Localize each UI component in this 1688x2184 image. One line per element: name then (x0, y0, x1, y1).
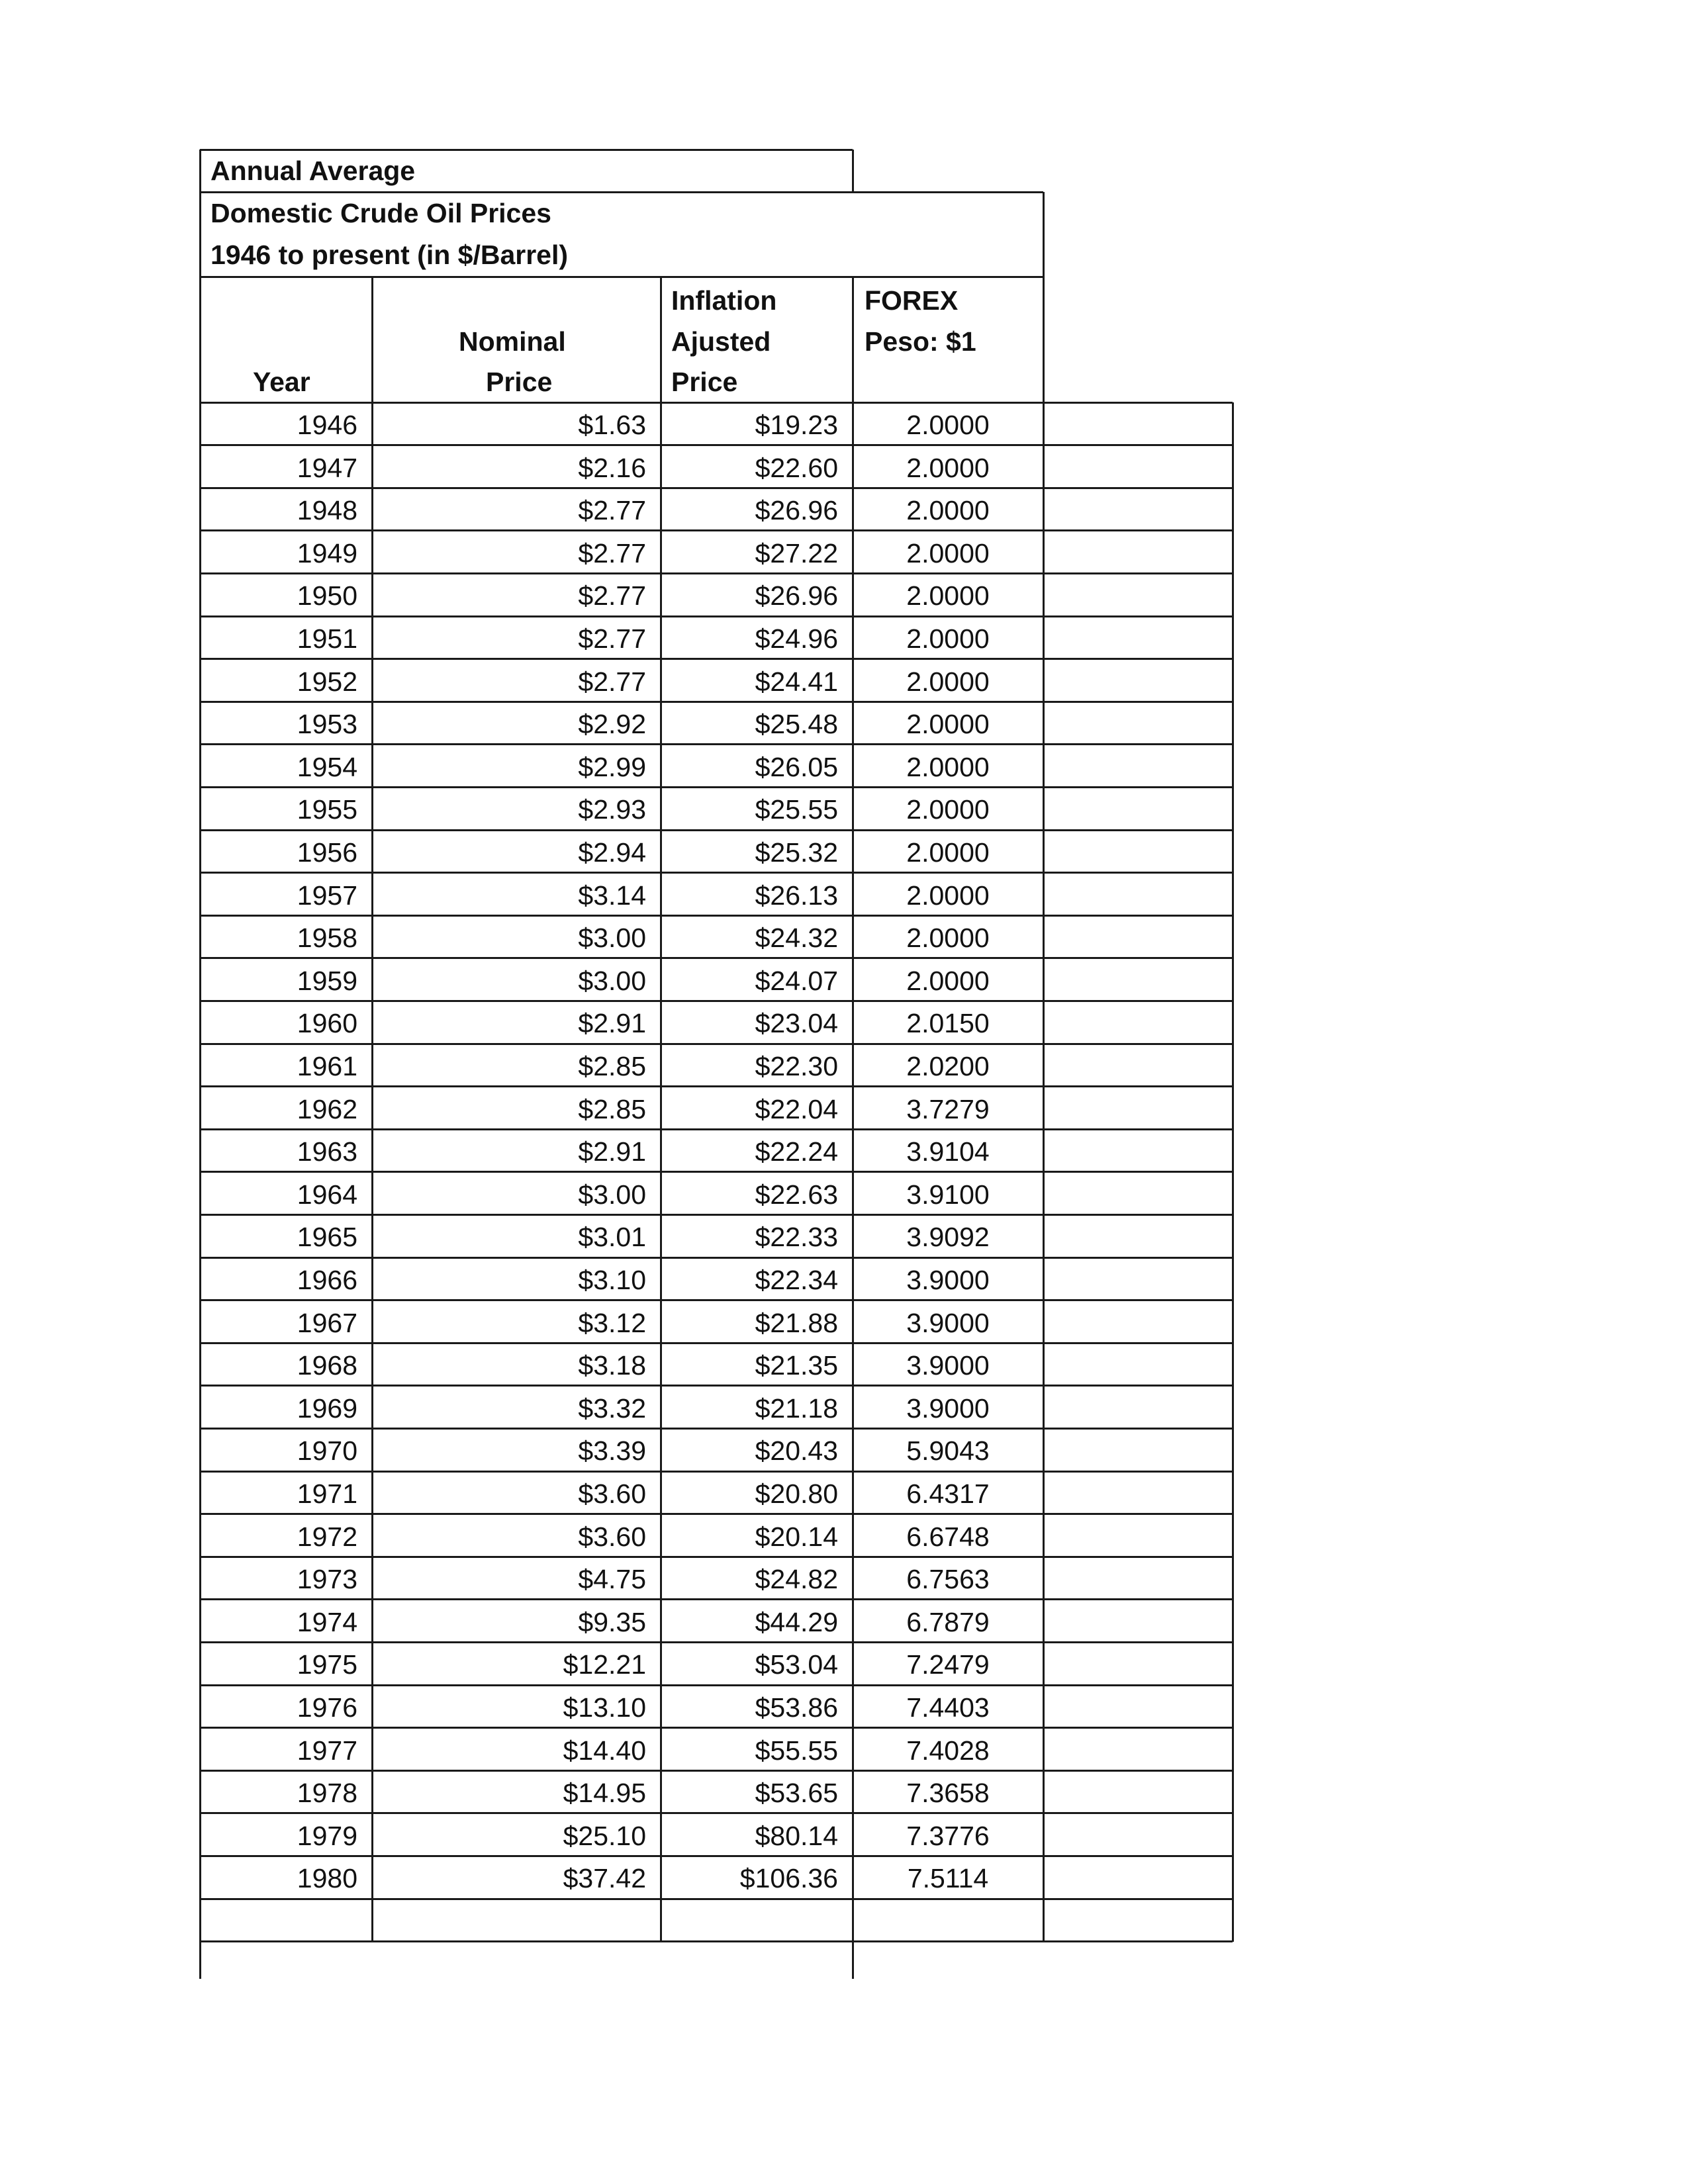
cell-nominal: $2.92 (578, 709, 646, 740)
cell-inflation: $21.18 (755, 1392, 838, 1424)
cell-forex: 2.0000 (906, 794, 990, 825)
cell-nominal: $3.00 (578, 923, 646, 954)
cell-inflation: $22.34 (755, 1265, 838, 1295)
cell-nominal: $2.77 (578, 623, 646, 654)
cell-nominal: $3.00 (578, 1179, 646, 1210)
cell-inflation: $24.96 (755, 623, 838, 654)
cell-inflation: $53.86 (755, 1692, 838, 1723)
grid-line (1043, 192, 1045, 402)
cell-year: 1963 (297, 1136, 357, 1167)
cell-inflation: $22.33 (755, 1222, 838, 1253)
cell-forex: 2.0000 (906, 709, 990, 740)
cell-inflation: $22.30 (755, 1051, 838, 1081)
cell-nominal: $2.93 (578, 794, 646, 825)
cell-inflation: $53.65 (755, 1778, 838, 1809)
cell-inflation: $25.32 (755, 837, 838, 868)
cell-inflation: $26.05 (755, 751, 838, 782)
cell-nominal: $2.91 (578, 1008, 646, 1039)
cell-year: 1950 (297, 580, 357, 612)
grid-line (852, 150, 854, 192)
cell-nominal: $1.63 (578, 410, 646, 440)
cell-year: 1972 (297, 1521, 357, 1552)
cell-forex: 2.0000 (906, 751, 990, 782)
cell-year: 1947 (297, 452, 357, 483)
cell-inflation: $25.48 (755, 709, 838, 740)
cell-inflation: $23.04 (755, 1008, 838, 1039)
cell-forex: 3.9000 (906, 1265, 990, 1295)
grid-line (660, 277, 662, 1942)
cell-inflation: $21.35 (755, 1350, 838, 1381)
cell-inflation: $24.41 (755, 666, 838, 697)
cell-forex: 2.0000 (906, 923, 990, 954)
title-line-1: Annual Average (211, 156, 416, 186)
header-inflation-2: Ajusted (671, 326, 771, 357)
cell-year: 1961 (297, 1051, 357, 1081)
grid-line (200, 1940, 1233, 1942)
cell-forex: 2.0000 (906, 880, 990, 911)
cell-inflation: $80.14 (755, 1820, 838, 1851)
cell-year: 1956 (297, 837, 357, 868)
cell-forex: 6.4317 (906, 1479, 990, 1509)
cell-forex: 2.0000 (906, 837, 990, 868)
cell-forex: 2.0150 (906, 1008, 990, 1039)
cell-nominal: $3.32 (578, 1392, 646, 1424)
header-forex-2: Peso: $1 (865, 326, 976, 357)
cell-inflation: $24.32 (755, 923, 838, 954)
cell-inflation: $21.88 (755, 1307, 838, 1338)
cell-forex: 7.5114 (907, 1863, 989, 1894)
header-year: Year (253, 367, 310, 397)
cell-year: 1967 (297, 1307, 357, 1338)
header-forex-1: FOREX (865, 285, 959, 316)
cell-year: 1951 (297, 623, 357, 654)
cell-forex: 6.6748 (906, 1521, 990, 1552)
cell-forex: 3.7279 (906, 1093, 990, 1124)
cell-inflation: $22.63 (755, 1179, 838, 1210)
cell-inflation: $106.36 (739, 1863, 838, 1894)
cell-forex: 7.4028 (906, 1735, 990, 1766)
cell-inflation: $26.13 (755, 880, 838, 911)
title-line-2: Domestic Crude Oil Prices (211, 198, 551, 228)
cell-nominal: $14.40 (563, 1735, 646, 1766)
cell-forex: 3.9000 (906, 1307, 990, 1338)
cell-nominal: $2.77 (578, 537, 646, 569)
cell-nominal: $12.21 (563, 1649, 646, 1680)
cell-forex: 7.4403 (906, 1692, 990, 1723)
cell-forex: 3.9104 (906, 1136, 990, 1167)
cell-year: 1973 (297, 1564, 357, 1595)
cell-forex: 3.9000 (906, 1350, 990, 1381)
cell-nominal: $2.85 (578, 1051, 646, 1081)
cell-nominal: $3.18 (578, 1350, 646, 1381)
cell-nominal: $3.60 (578, 1521, 646, 1552)
cell-year: 1954 (297, 751, 357, 782)
cell-inflation: $44.29 (755, 1606, 838, 1637)
cell-inflation: $27.22 (755, 537, 838, 569)
cell-forex: 7.2479 (906, 1649, 990, 1680)
cell-forex: 6.7563 (906, 1564, 990, 1595)
cell-inflation: $22.60 (755, 452, 838, 483)
cell-nominal: $2.77 (578, 580, 646, 612)
cell-nominal: $9.35 (578, 1606, 646, 1637)
cell-inflation: $22.24 (755, 1136, 838, 1167)
cell-year: 1958 (297, 923, 357, 954)
cell-forex: 5.9043 (906, 1435, 990, 1467)
cell-nominal: $2.99 (578, 751, 646, 782)
cell-inflation: $22.04 (755, 1093, 838, 1124)
cell-year: 1949 (297, 537, 357, 569)
header-inflation-1: Inflation (671, 285, 777, 316)
cell-year: 1974 (297, 1606, 357, 1637)
cell-year: 1946 (297, 410, 357, 440)
cell-year: 1952 (297, 666, 357, 697)
cell-nominal: $3.12 (578, 1307, 646, 1338)
cell-forex: 3.9000 (906, 1392, 990, 1424)
cell-inflation: $20.43 (755, 1435, 838, 1467)
cell-year: 1960 (297, 1008, 357, 1039)
cell-year: 1969 (297, 1392, 357, 1424)
cell-year: 1978 (297, 1778, 357, 1809)
cell-year: 1957 (297, 880, 357, 911)
cell-nominal: $2.94 (578, 837, 646, 868)
cell-forex: 2.0000 (906, 452, 990, 483)
cell-year: 1977 (297, 1735, 357, 1766)
cell-nominal: $3.10 (578, 1265, 646, 1295)
cell-year: 1948 (297, 495, 357, 526)
cell-nominal: $4.75 (578, 1564, 646, 1595)
cell-nominal: $2.91 (578, 1136, 646, 1167)
cell-inflation: $55.55 (755, 1735, 838, 1766)
cell-inflation: $24.07 (755, 965, 838, 996)
cell-forex: 2.0000 (906, 965, 990, 996)
cell-year: 1966 (297, 1265, 357, 1295)
cell-year: 1975 (297, 1649, 357, 1680)
cell-nominal: $3.14 (578, 880, 646, 911)
cell-inflation: $26.96 (755, 495, 838, 526)
cell-year: 1979 (297, 1820, 357, 1851)
cell-forex: 3.9100 (906, 1179, 990, 1210)
cell-inflation: $26.96 (755, 580, 838, 612)
cell-inflation: $24.82 (755, 1564, 838, 1595)
cell-nominal: $2.16 (578, 452, 646, 483)
cell-forex: 2.0000 (906, 666, 990, 697)
cell-year: 1964 (297, 1179, 357, 1210)
grid-line (1043, 402, 1045, 1942)
cell-forex: 2.0000 (906, 410, 990, 440)
cell-inflation: $25.55 (755, 794, 838, 825)
cell-forex: 3.9092 (906, 1222, 990, 1253)
cell-nominal: $3.00 (578, 965, 646, 996)
cell-nominal: $2.85 (578, 1093, 646, 1124)
cell-year: 1962 (297, 1093, 357, 1124)
cell-year: 1959 (297, 965, 357, 996)
cell-nominal: $2.77 (578, 495, 646, 526)
cell-inflation: $20.80 (755, 1479, 838, 1509)
cell-forex: 6.7879 (906, 1606, 990, 1637)
cell-nominal: $3.60 (578, 1479, 646, 1509)
cell-nominal: $3.01 (578, 1222, 646, 1253)
grid-line (371, 277, 373, 1942)
cell-inflation: $53.04 (755, 1649, 838, 1680)
cell-nominal: $37.42 (563, 1863, 646, 1894)
grid-line (1232, 402, 1234, 1942)
cell-nominal: $2.77 (578, 666, 646, 697)
cell-forex: 7.3776 (906, 1820, 990, 1851)
cell-year: 1953 (297, 709, 357, 740)
cell-nominal: $14.95 (563, 1778, 646, 1809)
cell-forex: 2.0200 (906, 1051, 990, 1081)
cell-forex: 2.0000 (906, 537, 990, 569)
cell-year: 1970 (297, 1435, 357, 1467)
cell-forex: 2.0000 (906, 495, 990, 526)
header-nominal-2: Price (486, 367, 553, 397)
cell-inflation: $20.14 (755, 1521, 838, 1552)
cell-forex: 2.0000 (906, 623, 990, 654)
header-nominal-1: Nominal (459, 326, 566, 357)
cell-year: 1980 (297, 1863, 357, 1894)
cell-nominal: $3.39 (578, 1435, 646, 1467)
cell-inflation: $19.23 (755, 410, 838, 440)
cell-forex: 2.0000 (906, 580, 990, 612)
cell-nominal: $13.10 (563, 1692, 646, 1723)
cell-nominal: $25.10 (563, 1820, 646, 1851)
header-inflation-3: Price (671, 367, 738, 397)
cell-year: 1968 (297, 1350, 357, 1381)
title-line-3: 1946 to present (in $/Barrel) (211, 240, 569, 270)
cell-year: 1965 (297, 1222, 357, 1253)
cell-year: 1971 (297, 1479, 357, 1509)
cell-year: 1976 (297, 1692, 357, 1723)
cell-year: 1955 (297, 794, 357, 825)
grid-line (199, 150, 201, 1979)
cell-forex: 7.3658 (906, 1778, 990, 1809)
